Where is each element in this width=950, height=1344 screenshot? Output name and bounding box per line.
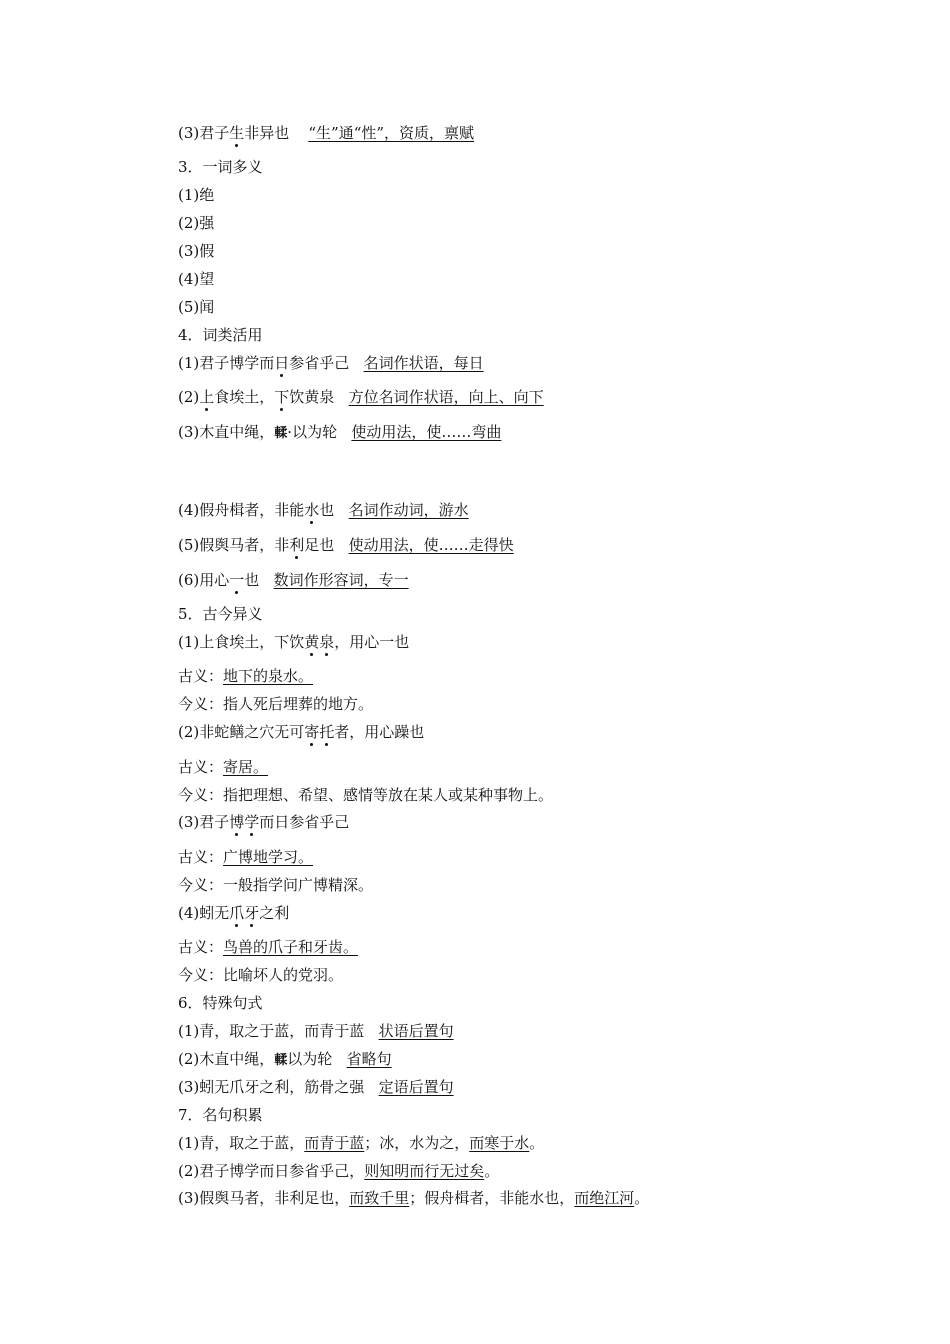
word-class-item-3: [178, 422, 501, 444]
modern-text: 一般指学问广博精深。: [223, 876, 374, 894]
sentence-text: ，用心一也: [334, 633, 410, 651]
item-number: (1): [178, 633, 200, 651]
sentence-text: 。: [634, 1189, 650, 1207]
answer-underlined: “生”通“性”，资质，禀赋: [308, 124, 475, 142]
sentence-text: 食埃土，: [214, 388, 275, 406]
item-number: (4): [178, 904, 200, 922]
section-heading-famous-quotes: 7．名句积累: [178, 1106, 263, 1124]
item-number: (4): [178, 501, 200, 519]
item-number: (5): [178, 536, 200, 554]
sentence-text: 非异也: [244, 124, 290, 142]
separator-dot: ·: [287, 423, 293, 441]
item-number: (3): [178, 813, 200, 831]
sentence-text: 用心: [199, 571, 230, 589]
sentence-text: 以为轮: [287, 1050, 333, 1068]
list-item: (1)绝: [178, 186, 215, 204]
sentence-text: (1)青，取之于蓝，: [178, 1134, 305, 1152]
ancient-label: 古义：: [178, 667, 224, 685]
word-class-item-4: [178, 500, 469, 520]
emphasis-dot-char: 上: [199, 388, 215, 406]
answer-underlined: 而绝江河: [574, 1189, 635, 1207]
ancient-modern-item-2: [178, 722, 424, 742]
ancient-meaning-3: [178, 847, 313, 867]
answer-underlined: 而青于蓝: [304, 1134, 365, 1152]
section-heading-ancient-modern: 5．古今异义: [178, 605, 263, 623]
emphasis-dot-char: 牙: [244, 904, 260, 922]
sentence-text: 也: [244, 571, 260, 589]
answer-underlined: 名词作动词，游水: [348, 501, 469, 519]
modern-label: 今义：: [178, 876, 224, 894]
sentence-text: 假舟楫者，非能: [199, 501, 305, 519]
sentence-text: (3)蚓无爪牙之利，筋骨之强: [178, 1078, 365, 1096]
item-number: (3): [178, 124, 200, 142]
sentence-text: 非蛇鳝之穴无可: [199, 723, 305, 741]
modern-label: 今义：: [178, 695, 224, 713]
sentence-text: 之利: [259, 904, 290, 922]
ancient-meaning-4: [178, 937, 358, 957]
answer-underlined: 方位名词作状语，向上、向下: [348, 388, 544, 406]
quote-item-1: [178, 1133, 544, 1153]
list-item: (5)闻: [178, 298, 215, 316]
emphasis-dot-char: 爪: [229, 904, 245, 922]
emphasis-dot-char: 日: [274, 354, 290, 372]
sentence-text: 君子博学而: [199, 354, 275, 372]
sentence-text: ；假舟楫者，非能水也，: [409, 1189, 575, 1207]
emphasis-dot-char: 一: [229, 571, 245, 589]
quote-item-3: [178, 1188, 649, 1208]
item-number: (3): [178, 423, 200, 441]
emphasis-dot-char: 托: [319, 723, 335, 741]
ancient-meaning-2: [178, 757, 268, 777]
emphasis-dot-char: 博: [229, 813, 245, 831]
answer-underlined: 则知明而行无过矣: [364, 1162, 485, 1180]
answer-underlined: 名词作状语，每日: [363, 354, 484, 372]
answer-underlined: 而寒于水: [469, 1134, 530, 1152]
sentence-text: 足也: [304, 536, 335, 554]
sentence-text: ；冰，水为之，: [364, 1134, 470, 1152]
answer-underlined: 使动用法，使……弯曲: [351, 423, 502, 441]
word-class-item-6: [178, 570, 409, 590]
item-number: (2): [178, 723, 200, 741]
answer-underlined: 数词作形容词，专一: [273, 571, 409, 589]
quote-item-2: [178, 1161, 499, 1181]
sentence-text: 蚓无: [199, 904, 230, 922]
sentence-text: 君子: [199, 813, 230, 831]
sentence-text: (2)君子博学而日参省乎己，: [178, 1162, 365, 1180]
modern-text: 指把理想、希望、感情等放在某人或某种事物上。: [223, 786, 554, 804]
item-number: (1): [178, 354, 200, 372]
emphasis-dot-char: 生: [229, 124, 245, 142]
section-heading-polysemy: 3．一词多义: [178, 158, 263, 176]
modern-meaning-2: [178, 785, 553, 805]
modern-text: 指人死后埋葬的地方。: [223, 695, 374, 713]
tongjia-item-3: [178, 123, 474, 143]
sentence-text: 以为轮: [292, 423, 338, 441]
sentence-text: 饮黄泉: [289, 388, 335, 406]
sentence-text: 者，用心躁也: [334, 723, 425, 741]
answer-underlined: 地下的泉水。: [223, 667, 314, 685]
modern-meaning-4: [178, 965, 343, 985]
answer-underlined: 广博地学习。: [223, 848, 314, 866]
ancient-modern-item-1: [178, 632, 409, 652]
ancient-label: 古义：: [178, 848, 224, 866]
answer-underlined: 状语后置句: [378, 1022, 454, 1040]
answer-underlined: 寄居。: [223, 758, 269, 776]
answer-underlined: 鸟兽的爪子和牙齿。: [223, 938, 359, 956]
syntax-item-1: [178, 1021, 454, 1041]
sentence-text: 假舆马者，非: [199, 536, 290, 554]
modern-label: 今义：: [178, 786, 224, 804]
sentence-text: (1)青，取之于蓝，而青于蓝: [178, 1022, 365, 1040]
word-class-item-2: [178, 387, 544, 407]
section-heading-word-class: 4．词类活用: [178, 326, 263, 344]
list-item: (4)望: [178, 270, 215, 288]
emphasis-dot-char: 利: [289, 536, 305, 554]
sentence-text: 而日参省乎己: [259, 813, 350, 831]
item-number: (2): [178, 388, 200, 406]
sentence-text: 木直中绳，: [199, 423, 275, 441]
sentence-text: 。: [529, 1134, 545, 1152]
sentence-text: 君子: [199, 124, 230, 142]
emphasis-dot-char: 黄: [304, 633, 320, 651]
sentence-text: 。: [484, 1162, 500, 1180]
rare-char: 輮: [274, 426, 288, 441]
list-item: (2)强: [178, 214, 215, 232]
modern-text: 比喻坏人的党羽。: [223, 966, 344, 984]
ancient-label: 古义：: [178, 938, 224, 956]
answer-underlined: 而致千里: [349, 1189, 410, 1207]
sentence-text: 上食埃土，下饮: [199, 633, 305, 651]
syntax-item-3: [178, 1077, 454, 1097]
sentence-text: (3)假舆马者，非利足也，: [178, 1189, 350, 1207]
word-class-item-1: [178, 353, 484, 373]
emphasis-dot-char: 泉: [319, 633, 335, 651]
emphasis-dot-char: 下: [274, 388, 290, 406]
modern-label: 今义：: [178, 966, 224, 984]
item-number: (6): [178, 571, 200, 589]
emphasis-dot-char: 水: [304, 501, 320, 519]
modern-meaning-1: [178, 694, 373, 714]
emphasis-dot-char: 学: [244, 813, 260, 831]
sentence-text: 参省乎己: [289, 354, 350, 372]
answer-underlined: 使动用法，使……走得快: [348, 536, 514, 554]
answer-underlined: 省略句: [346, 1050, 392, 1068]
syntax-item-2: [178, 1049, 392, 1071]
word-class-item-5: [178, 535, 514, 555]
rare-char: 輮: [274, 1053, 288, 1068]
ancient-label: 古义：: [178, 758, 224, 776]
ancient-meaning-1: [178, 666, 313, 686]
sentence-text: 也: [319, 501, 335, 519]
ancient-modern-item-4: [178, 903, 289, 923]
emphasis-dot-char: 寄: [304, 723, 320, 741]
answer-underlined: 定语后置句: [378, 1078, 454, 1096]
list-item: (3)假: [178, 242, 215, 260]
modern-meaning-3: [178, 875, 373, 895]
section-heading-special-syntax: 6．特殊句式: [178, 994, 263, 1012]
sentence-text: (2)木直中绳，: [178, 1050, 275, 1068]
ancient-modern-item-3: [178, 812, 349, 832]
